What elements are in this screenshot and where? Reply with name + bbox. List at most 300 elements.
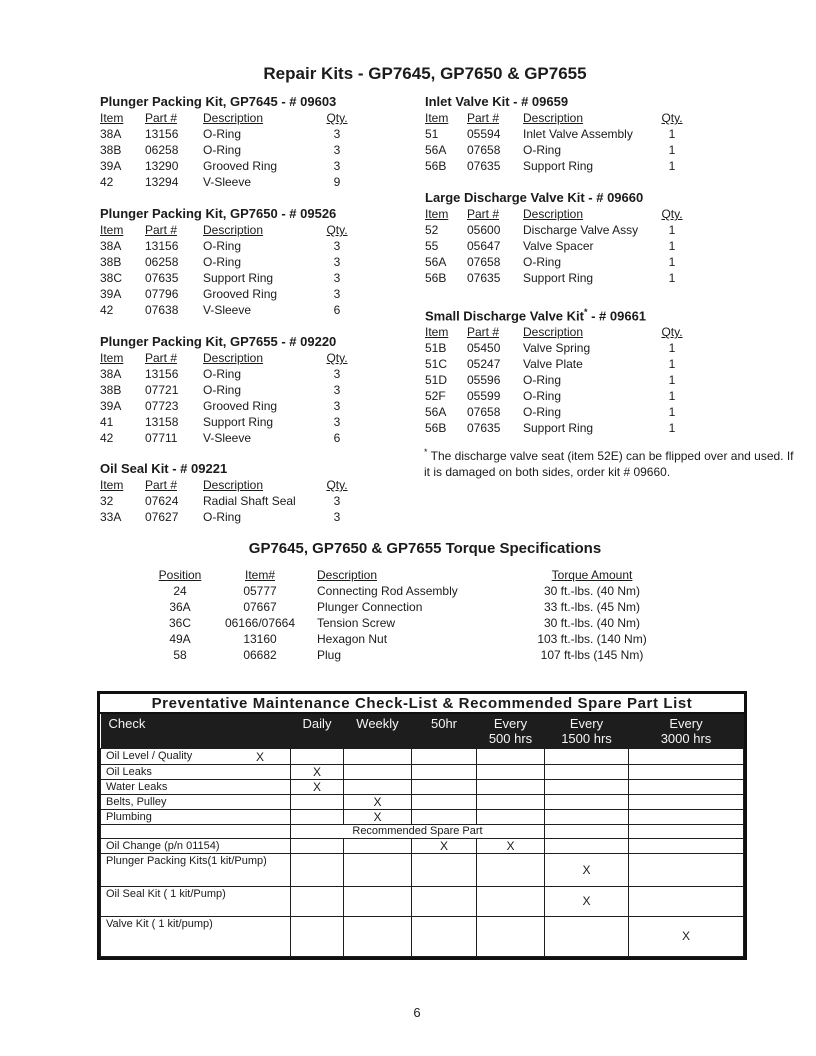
kit-cell: 07635: [467, 271, 501, 285]
kit-cell: 13158: [145, 415, 179, 429]
footnote: [424, 444, 798, 480]
mark-cell: [412, 764, 477, 779]
torque-cell: 36A: [169, 600, 191, 614]
kit-cell: 05450: [467, 341, 501, 356]
torque-cell: 36C: [168, 616, 191, 630]
torque-column-header: Item#: [244, 568, 275, 582]
kit-column-header: Item: [425, 111, 449, 125]
kit-cell: Valve Spring: [523, 341, 591, 356]
mark-cell: [291, 809, 344, 824]
kit-cell: 3: [333, 415, 341, 429]
mark-cell: [477, 853, 545, 886]
kit-column-header: Description: [203, 111, 264, 125]
kit-column-header: Part #: [467, 111, 500, 125]
kit-cell: 32: [100, 494, 114, 508]
kit-column-header: Description: [523, 325, 584, 340]
kit-cell: O-Ring: [203, 239, 242, 253]
mark-cell: X: [291, 779, 344, 794]
kit-cell: 07796: [145, 287, 179, 301]
check-item-text: Valve Kit ( 1 kit/pump): [106, 917, 213, 930]
maintenance-interval-header: [412, 714, 477, 748]
kit-large-discharge-valve: [425, 190, 715, 286]
mark-cell: [629, 838, 744, 853]
kit-cell: 13156: [145, 239, 179, 253]
check-item-label: [101, 824, 291, 838]
torque-cell: 13160: [243, 632, 277, 646]
kit-cell: O-Ring: [523, 405, 562, 420]
kit-cell: 38B: [100, 383, 122, 397]
kit-cell: 56A: [425, 405, 447, 420]
kit-cell: 07638: [145, 303, 179, 317]
kit-cell: Valve Plate: [523, 357, 583, 372]
mark-cell: [477, 809, 545, 824]
kit-cell: O-Ring: [203, 127, 242, 141]
torque-cell: 05777: [243, 584, 277, 598]
mark-cell: [545, 809, 629, 824]
maintenance-row: [101, 853, 744, 886]
kit-column-header: Item: [425, 207, 449, 221]
mark-cell: [412, 916, 477, 956]
kit-cell: 05600: [467, 223, 501, 237]
footnote-text: The discharge valve seat (item 52E) can be flipped over and used. If it is damaged on both sides, order kit # 09660.: [424, 449, 794, 479]
kit-column-header: Item: [100, 111, 124, 125]
maintenance-header: [101, 714, 744, 748]
torque-table: [145, 567, 649, 663]
kit-cell: 3: [333, 143, 341, 157]
kit-cell: O-Ring: [203, 143, 242, 157]
torque-cell: 103 ft.-lbs. (140 Nm): [537, 632, 647, 646]
kit-cell: Grooved Ring: [203, 159, 278, 173]
torque-cell: Connecting Rod Assembly: [317, 584, 458, 598]
kit-cell: 3: [333, 494, 341, 508]
kit-cell: 3: [333, 239, 341, 253]
kit-column-header: Description: [203, 223, 264, 237]
interval-line2: 1500 hrs: [561, 731, 612, 746]
kit-grid: [100, 350, 390, 446]
kit-title: Plunger Packing Kit, GP7655 - # 09220: [100, 334, 337, 349]
kit-cell: 39A: [100, 399, 122, 413]
page-title: Repair Kits - GP7645, GP7650 & GP7655: [263, 64, 587, 83]
torque-cell: 49A: [169, 632, 191, 646]
mark-cell: [344, 886, 412, 916]
maintenance-row: [101, 764, 744, 779]
mark-cell: X: [477, 838, 545, 853]
kit-column-header: Qty.: [661, 111, 683, 125]
kit-cell: 1: [668, 389, 676, 404]
kit-title: [425, 307, 715, 323]
kit-title-asterisk: *: [583, 307, 588, 317]
torque-cell: 24: [173, 584, 187, 598]
kit-cell: Support Ring: [523, 271, 594, 285]
kit-cell: 38B: [100, 143, 122, 157]
maintenance-row: [101, 748, 744, 764]
kit-cell: 1: [668, 373, 676, 388]
kit-cell: 07624: [145, 494, 179, 508]
kit-cell: 3: [333, 287, 341, 301]
kit-column-header: Qty.: [661, 207, 683, 221]
mark-cell: [344, 838, 412, 853]
kit-cell: O-Ring: [523, 389, 562, 404]
mark-cell: [477, 916, 545, 956]
mark-cell: [629, 779, 744, 794]
kit-cell: 07635: [467, 159, 501, 173]
kit-cell: 1: [668, 421, 676, 436]
kit-cell: 39A: [100, 159, 122, 173]
kit-column-header: Description: [203, 351, 264, 365]
mark-cell: [477, 779, 545, 794]
kit-oil-seal: [100, 461, 390, 525]
torque-title: GP7645, GP7650 & GP7655 Torque Specifications: [248, 540, 602, 557]
kit-cell: 42: [100, 303, 114, 317]
kit-cell: 55: [425, 239, 439, 253]
maintenance-interval-header: [545, 714, 629, 748]
mark-cell: [629, 764, 744, 779]
interval-line1: Every: [493, 716, 528, 731]
kit-column-header: Item: [425, 325, 449, 340]
check-item-text: Belts, Pulley: [106, 795, 167, 808]
kit-title-text: Small Discharge Valve Kit: [425, 308, 584, 324]
kit-cell: Valve Spacer: [523, 239, 594, 253]
kit-cell: 38C: [100, 271, 123, 285]
torque-cell: Tension Screw: [317, 616, 396, 630]
maintenance-grid: [100, 714, 744, 957]
kit-cell: 38A: [100, 367, 122, 381]
kit-cell: 1: [668, 357, 676, 372]
kit-column-header: Part #: [145, 111, 178, 125]
kit-column-header: Part #: [145, 478, 178, 492]
mark-cell: [291, 916, 344, 956]
kit-cell: 33A: [100, 510, 122, 524]
kit-cell: 06258: [145, 255, 179, 269]
kit-cell: 13156: [145, 127, 179, 141]
kit-cell: 3: [333, 255, 341, 269]
mark-cell: [412, 886, 477, 916]
interval-line1: Every: [569, 716, 604, 731]
kit-cell: 39A: [100, 287, 122, 301]
maintenance-header-row: [101, 714, 744, 748]
kit-column-header: Description: [523, 111, 584, 125]
maintenance-row: [101, 824, 744, 838]
check-item-label: [101, 916, 291, 956]
footnote-asterisk: *: [424, 447, 428, 457]
kit-cell: 56B: [425, 421, 447, 436]
kit-cell: V-Sleeve: [203, 431, 252, 445]
kit-column-header: Item: [100, 223, 124, 237]
kit-cell: 07627: [145, 510, 179, 524]
mark-cell: [545, 748, 629, 764]
kit-cell: 07635: [145, 271, 179, 285]
kit-cell: 1: [668, 127, 676, 141]
kit-column-header: Qty.: [661, 325, 683, 340]
kit-cell: 07635: [467, 421, 501, 436]
kit-cell: 1: [668, 239, 676, 253]
kit-column-header: Part #: [145, 351, 178, 365]
mark-cell: X: [629, 916, 744, 956]
maintenance-row: [101, 916, 744, 956]
kit-cell: 41: [100, 415, 114, 429]
check-item-text: Oil Level / Quality: [106, 749, 193, 762]
kit-cell: Grooved Ring: [203, 287, 278, 301]
kit-column-header: Qty.: [326, 478, 348, 492]
kit-cell: 6: [333, 303, 341, 317]
check-item-label: [101, 748, 291, 764]
kit-cell: 42: [100, 431, 114, 445]
kit-cell: 1: [668, 271, 676, 285]
kit-cell: 3: [333, 510, 341, 524]
mark-cell: [344, 764, 412, 779]
kit-column-header: Description: [203, 478, 264, 492]
check-item-label: [101, 886, 291, 916]
kit-cell: 38A: [100, 127, 122, 141]
check-item-label: [101, 809, 291, 824]
kit-grid: [100, 110, 390, 190]
maintenance-row: [101, 809, 744, 824]
kit-cell: Radial Shaft Seal: [203, 494, 296, 508]
maintenance-body: [101, 748, 744, 956]
torque-cell: 06682: [243, 648, 277, 662]
spare-part-section-label: Recommended Spare Part: [291, 824, 545, 838]
mark-cell: [344, 779, 412, 794]
torque-cell: Hexagon Nut: [317, 632, 388, 646]
kit-cell: 3: [333, 271, 341, 285]
check-item-text: Plunger Packing Kits(1 kit/Pump): [106, 854, 267, 867]
mark-cell: [344, 853, 412, 886]
kit-cell: 9: [333, 175, 341, 189]
kit-cell: 56A: [425, 143, 447, 157]
kit-cell: Discharge Valve Assy: [523, 223, 639, 237]
check-item-label: [101, 838, 291, 853]
kit-cell: 3: [333, 383, 341, 397]
kit-cell: 1: [668, 143, 676, 157]
check-item-label: [101, 764, 291, 779]
mark-cell: [291, 748, 344, 764]
check-item-text: Oil Leaks: [106, 765, 152, 778]
kit-cell: 07721: [145, 383, 179, 397]
maintenance-table: [97, 691, 747, 960]
kit-grid: [425, 206, 715, 286]
maintenance-interval-header: [291, 714, 344, 748]
check-item-label: [101, 779, 291, 794]
mark-cell: X: [545, 886, 629, 916]
mark-cell: [629, 748, 744, 764]
kit-cell: 51D: [425, 373, 448, 388]
kit-cell: O-Ring: [523, 143, 562, 157]
kit-cell: 3: [333, 127, 341, 141]
mark-cell: [545, 824, 629, 838]
maintenance-row: [101, 838, 744, 853]
kit-cell: O-Ring: [523, 255, 562, 269]
page-number: 6: [413, 1005, 421, 1020]
maintenance-row: [101, 886, 744, 916]
kit-cell: 05247: [467, 357, 501, 372]
kit-cell: 56B: [425, 159, 447, 173]
interval-line1: Daily: [302, 716, 332, 731]
torque-column-header: Torque Amount: [551, 568, 633, 582]
mark-cell: [477, 886, 545, 916]
mark-cell: [545, 916, 629, 956]
mark-cell: [629, 853, 744, 886]
interval-line2: 500 hrs: [488, 731, 533, 746]
kit-grid: [100, 477, 390, 525]
torque-column-header: Description: [317, 568, 378, 582]
kit-cell: O-Ring: [203, 510, 242, 524]
mark-cell: X: [412, 838, 477, 853]
torque-cell: 30 ft.-lbs. (40 Nm): [543, 584, 641, 598]
kit-plunger-packing-gp7655: [100, 334, 390, 446]
kit-cell: 05596: [467, 373, 501, 388]
kit-cell: 07723: [145, 399, 179, 413]
kit-title: Inlet Valve Kit - # 09659: [425, 94, 569, 109]
kit-plunger-packing-gp7645: [100, 94, 390, 190]
kit-cell: 1: [668, 405, 676, 420]
kit-title: Plunger Packing Kit, GP7645 - # 09603: [100, 94, 337, 109]
mark-cell: [412, 748, 477, 764]
kit-cell: 13290: [145, 159, 179, 173]
mark-cell: [629, 886, 744, 916]
torque-cell: 30 ft.-lbs. (40 Nm): [543, 616, 641, 630]
mark-cell: [291, 853, 344, 886]
kit-cell: Inlet Valve Assembly: [523, 127, 633, 141]
mark-cell: [629, 794, 744, 809]
check-item-label: [101, 794, 291, 809]
torque-cell: Plunger Connection: [317, 600, 423, 614]
mark-cell: [477, 748, 545, 764]
kit-cell: 05594: [467, 127, 501, 141]
check-item-text: Water Leaks: [106, 780, 168, 793]
torque-cell: 07667: [243, 600, 277, 614]
kit-title-text: - # 09661: [587, 308, 647, 324]
check-item-text: Oil Seal Kit ( 1 kit/Pump): [106, 887, 226, 900]
kit-cell: 38A: [100, 239, 122, 253]
kit-cell: Support Ring: [523, 159, 594, 173]
kit-cell: Support Ring: [203, 415, 274, 429]
kit-small-discharge-valve: [425, 307, 715, 436]
mark-cell: [291, 794, 344, 809]
mark-cell: [344, 748, 412, 764]
mark-cell: [477, 764, 545, 779]
kit-cell: O-Ring: [203, 255, 242, 269]
kit-cell: 52F: [425, 389, 446, 404]
mark-cell: [477, 794, 545, 809]
kit-cell: 1: [668, 255, 676, 269]
mark-cell: [412, 794, 477, 809]
kit-cell: Grooved Ring: [203, 399, 278, 413]
kit-cell: 07711: [145, 431, 178, 445]
kit-cell: 07658: [467, 143, 501, 157]
kit-cell: 3: [333, 159, 341, 173]
check-item-label: [101, 853, 291, 886]
kit-column-header: Part #: [467, 325, 500, 340]
kit-column-header: Qty.: [326, 111, 348, 125]
kit-column-header: Item: [100, 351, 124, 365]
check-item-text: Plumbing: [106, 810, 152, 823]
torque-cell: 107 ft-lbs (145 Nm): [540, 648, 644, 662]
kit-cell: 1: [668, 223, 676, 237]
mark-cell: [545, 764, 629, 779]
kit-cell: 05599: [467, 389, 501, 404]
mark-cell: [545, 794, 629, 809]
interval-line1: Every: [669, 716, 703, 731]
kit-column-header: Part #: [467, 207, 500, 221]
mark-cell: X: [344, 794, 412, 809]
kit-cell: 13156: [145, 367, 179, 381]
mark-cell: [291, 886, 344, 916]
kit-grid: [425, 110, 715, 174]
kit-grid: [425, 324, 715, 436]
kit-inlet-valve: [425, 94, 715, 174]
maintenance-title: Preventative Maintenance Check-List & Recommended Spare Part List: [100, 694, 744, 714]
mark-cell: X: [344, 809, 412, 824]
kit-cell: V-Sleeve: [203, 303, 252, 317]
interval-line1: Weekly: [356, 716, 399, 731]
maintenance-interval-header: [477, 714, 545, 748]
kit-cell: 51C: [425, 357, 448, 372]
kit-title: Large Discharge Valve Kit - # 09660: [425, 190, 644, 205]
mark-cell: X: [545, 853, 629, 886]
kit-cell: 07658: [467, 405, 501, 420]
kit-cell: 42: [100, 175, 114, 189]
kit-cell: 13294: [145, 175, 179, 189]
mark-cell: [545, 838, 629, 853]
mark-cell: [291, 838, 344, 853]
kit-column-header: Part #: [145, 223, 178, 237]
kit-cell: 6: [333, 431, 341, 445]
kit-grid: [100, 222, 390, 318]
kit-column-header: Qty.: [326, 223, 348, 237]
maintenance-check-label: Check: [108, 716, 146, 731]
kit-cell: V-Sleeve: [203, 175, 252, 189]
kit-cell: O-Ring: [203, 383, 242, 397]
kit-cell: Support Ring: [523, 421, 594, 436]
kit-plunger-packing-gp7650: [100, 206, 390, 318]
torque-cell: 58: [173, 648, 187, 662]
kit-cell: 07658: [467, 255, 501, 269]
check-item-mark: X: [255, 749, 264, 764]
mark-cell: [629, 809, 744, 824]
kit-cell: 3: [333, 367, 341, 381]
kit-cell: 3: [333, 399, 341, 413]
kit-cell: 51: [425, 127, 439, 141]
mark-cell: X: [291, 764, 344, 779]
kit-cell: 38B: [100, 255, 122, 269]
torque-cell: 06166/07664: [224, 616, 296, 630]
kit-cell: O-Ring: [523, 373, 562, 388]
maintenance-row: [101, 794, 744, 809]
kit-cell: 56A: [425, 255, 447, 269]
kit-cell: Support Ring: [203, 271, 274, 285]
torque-cell: 33 ft.-lbs. (45 Nm): [543, 600, 641, 614]
mark-cell: [412, 853, 477, 886]
mark-cell: [412, 779, 477, 794]
kit-cell: 1: [668, 341, 676, 356]
maintenance-interval-header: [629, 714, 744, 748]
kit-cell: 1: [668, 159, 676, 173]
mark-cell: [629, 824, 744, 838]
kit-column-header: Item: [100, 478, 124, 492]
kit-column-header: Qty.: [326, 351, 348, 365]
torque-column-header: Position: [158, 568, 202, 582]
kit-cell: O-Ring: [203, 367, 242, 381]
kit-cell: 51B: [425, 341, 447, 356]
check-item-text: Oil Change (p/n 01154): [106, 839, 220, 852]
kit-title: Oil Seal Kit - # 09221: [100, 461, 228, 476]
kit-title: Plunger Packing Kit, GP7650 - # 09526: [100, 206, 337, 221]
kit-cell: 06258: [145, 143, 179, 157]
torque-cell: Plug: [317, 648, 342, 662]
interval-line2: 3000 hrs: [660, 731, 712, 746]
kit-cell: 52: [425, 223, 439, 237]
mark-cell: [545, 779, 629, 794]
